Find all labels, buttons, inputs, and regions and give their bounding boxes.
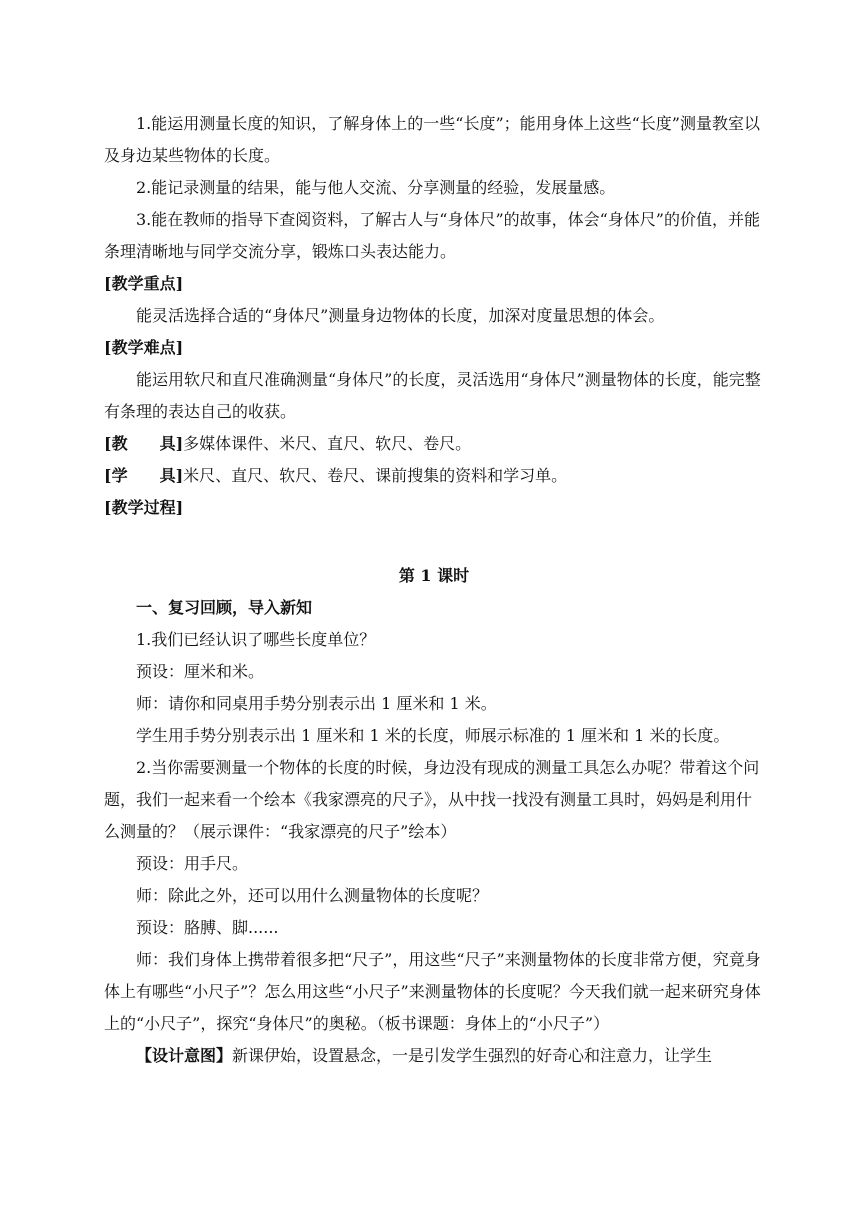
teacher-tools-label: [教 具] xyxy=(104,434,184,453)
paragraph: 预设：用手尺。 xyxy=(136,854,249,873)
design-intent-text: 新课伊始，设置悬念，一是引发学生强烈的好奇心和注意力，让学生 xyxy=(232,1046,713,1065)
key-points-text: 能灵活选择合适的“身体尺”测量身边物体的长度，加深对度量思想的体会。 xyxy=(136,306,665,325)
paragraph: 1.我们已经认识了哪些长度单位？ xyxy=(136,630,376,649)
teacher-tools xyxy=(104,428,764,460)
paragraph: 预设：胳膊、脚...... xyxy=(136,918,279,937)
document-page xyxy=(104,108,764,1072)
paragraph: 学生用手势分别表示出 1 厘米和 1 米的长度，师展示标准的 1 厘米和 1 米的长度。 xyxy=(136,726,730,745)
objective-3: 3.能在教师的指导下查阅资料，了解古人与“身体尺”的故事，体会“身体尺”的价值，并能条理清晰地与同学交流分享，锻炼口头表达能力。 xyxy=(104,210,760,261)
section-1-title: 一、复习回顾，导入新知 xyxy=(136,598,313,617)
difficulties-text: 能运用软尺和直尺准确测量“身体尺”的长度，灵活选用“身体尺”测量物体的长度，能完整有条理的表达自己的收获。 xyxy=(104,370,761,421)
objective-1: 1.能运用测量长度的知识，了解身体上的一些“长度”；能用身体上这些“长度”测量教室以及身边某些物体的长度。 xyxy=(104,114,760,165)
paragraph: 师：请你和同桌用手势分别表示出 1 厘米和 1 米。 xyxy=(136,694,497,713)
design-intent xyxy=(104,1040,764,1072)
student-tools-text: 米尺、直尺、软尺、卷尺、课前搜集的资料和学习单。 xyxy=(183,466,568,485)
objective-2: 2.能记录测量的结果，能与他人交流、分享测量的经验，发展量感。 xyxy=(136,178,616,197)
difficulties-heading: [教学难点] xyxy=(104,338,184,357)
student-tools xyxy=(104,460,764,492)
teacher-tools-text: 多媒体课件、米尺、直尺、软尺、卷尺。 xyxy=(183,434,472,453)
student-tools-label: [学 具] xyxy=(104,466,184,485)
key-points-heading: [教学重点] xyxy=(104,274,184,293)
paragraph: 师：除此之外，还可以用什么测量物体的长度呢？ xyxy=(136,886,489,905)
design-intent-tag: 【设计意图】 xyxy=(136,1046,233,1065)
paragraph: 预设：厘米和米。 xyxy=(136,662,265,681)
process-heading: [教学过程] xyxy=(104,498,184,517)
paragraph: 师：我们身体上携带着很多把“尺子”，用这些“尺子”来测量物体的长度非常方便，究竟身体上有哪些“小尺子”？怎么用这些“小尺子”来测量物体的长度呢？今天我们就一起来研究身体上的“小尺子”，探究“身体尺”的奥秘。（板书课题：身体上的“小尺子”） xyxy=(104,950,761,1033)
paragraph: 2.当你需要测量一个物体的长度的时候，身边没有现成的测量工具怎么办呢？带着这个问题，我们一起来看一个绘本《我家漂亮的尺子》，从中找一找没有测量工具时，妈妈是利用什么测量的？（展示课件：“我家漂亮的尺子”绘本） xyxy=(104,758,760,841)
lesson-title: 第 1 课时 xyxy=(398,566,470,585)
